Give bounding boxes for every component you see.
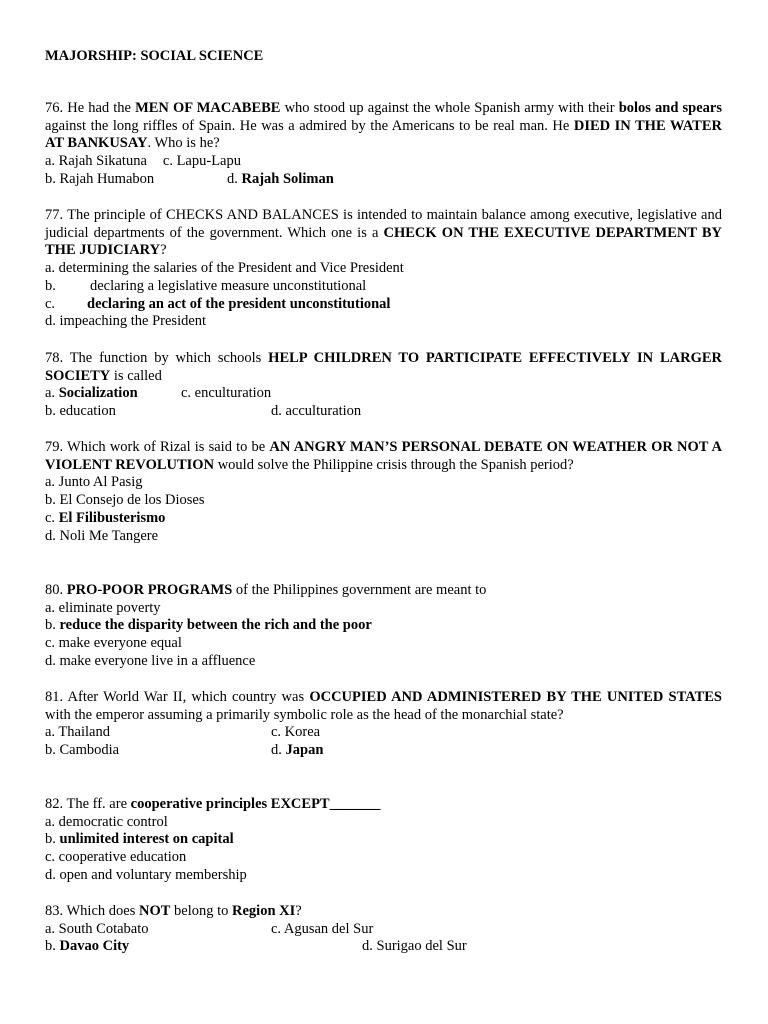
- option-b-answer: unlimited interest on capital: [59, 831, 234, 848]
- option-b-answer: reduce the disparity between the rich and the poor: [59, 617, 372, 634]
- stem-text: ?: [295, 903, 302, 919]
- stem-text: 82. The ff. are: [45, 796, 131, 812]
- option-row: [45, 171, 722, 189]
- question-77: [45, 207, 722, 331]
- option-row: [45, 385, 722, 403]
- question-stem: [45, 207, 722, 260]
- option-c: c. enculturation: [181, 385, 272, 402]
- stem-text: against the long riffles of Spain. He was a admired by the Americans to be real man. He: [45, 117, 574, 134]
- option-a-prefix: a.: [45, 385, 59, 402]
- option-row: [45, 831, 722, 849]
- option-c: c. make everyone equal: [45, 635, 182, 652]
- question-79: [45, 439, 722, 545]
- stem-emphasis: OCCUPIED AND ADMINISTERED BY THE UNITED STATES: [309, 689, 722, 705]
- option-b-prefix: b.: [45, 831, 60, 848]
- stem-emphasis: DIED IN THE WATER AT BANKUSAY: [45, 117, 722, 152]
- stem-text: would solve the Philippine crisis through the Spanish period?: [214, 456, 574, 473]
- question-stem: [45, 796, 722, 814]
- stem-text: 81. After World War II, which country was: [45, 689, 310, 705]
- question-stem: [45, 582, 722, 600]
- option-c: c. Korea: [271, 724, 321, 741]
- question-82: [45, 796, 722, 885]
- stem-emphasis: NOT: [138, 903, 171, 919]
- stem-text: 78. The function by which schools: [45, 350, 269, 366]
- stem-text: 80.: [45, 582, 67, 598]
- option-row: [45, 938, 722, 956]
- stem-text: . Who is he?: [147, 135, 220, 152]
- option-d: d. impeaching the President: [45, 313, 207, 330]
- option-d: d. acculturation: [271, 403, 362, 420]
- stem-text: 77. The principle of CHECKS AND BALANCES is intended to maintain balance among executive, legislative and judicial departments of the government. Which one is a: [45, 207, 722, 241]
- option-b: b. El Consejo de los Dioses: [45, 492, 205, 509]
- stem-text: 76. He had the: [45, 100, 136, 116]
- question-80: [45, 582, 722, 671]
- question-78: [45, 350, 722, 421]
- option-d: d. Surigao del Sur: [362, 938, 467, 955]
- option-c-answer: declaring an act of the president unconstitutional: [87, 295, 391, 312]
- option-c: c. Agusan del Sur: [271, 920, 374, 937]
- stem-emphasis: CHECK ON THE EXECUTIVE DEPARTMENT BY THE JUDICIARY: [45, 224, 723, 259]
- option-row: [45, 617, 722, 635]
- stem-text: 79. Which work of Rizal is said to be: [45, 439, 270, 455]
- option-b: b. Cambodia: [45, 742, 120, 759]
- option-c-answer: El Filibusterismo: [58, 509, 166, 526]
- option-row: [45, 278, 722, 296]
- page-title: MAJORSHIP: SOCIAL SCIENCE: [45, 48, 264, 64]
- option-a: a. determining the salaries of the President and Vice President: [45, 260, 404, 277]
- question-stem: [45, 689, 722, 724]
- option-a: a. eliminate poverty: [45, 599, 161, 616]
- stem-text: is called: [110, 367, 162, 384]
- option-row: [45, 296, 722, 314]
- stem-emphasis: Region XI: [232, 903, 296, 919]
- option-b-prefix: b.: [45, 277, 56, 294]
- stem-emphasis: MEN OF MACABEBE: [135, 100, 281, 116]
- option-row: [45, 724, 722, 742]
- stem-text: with the emperor assuming a primarily symbolic role as the head of the monarchial state?: [45, 706, 564, 723]
- option-b-prefix: b.: [45, 938, 60, 955]
- question-stem: [45, 100, 722, 153]
- option-c-prefix: c.: [45, 295, 56, 312]
- question-stem: [45, 350, 722, 385]
- option-b-answer: Davao City: [59, 938, 130, 955]
- stem-text: of the Philippines government are meant to: [232, 582, 487, 598]
- stem-emphasis: HELP CHILDREN TO PARTICIPATE EFFECTIVELY IN LARGER SOCIETY: [45, 350, 722, 384]
- option-row: [45, 921, 722, 939]
- option-a: a. South Cotabato: [45, 920, 149, 937]
- option-d-prefix: d.: [271, 742, 286, 759]
- option-b: b. education: [45, 403, 116, 420]
- question-83: [45, 903, 722, 956]
- question-81: [45, 689, 722, 760]
- option-b: b. Rajah Humabon: [45, 170, 155, 187]
- option-d-prefix: d.: [227, 170, 242, 187]
- stem-text: 83. Which does: [45, 903, 139, 919]
- stem-text: who stood up against the whole Spanish army with their: [280, 100, 619, 116]
- question-stem: [45, 439, 722, 474]
- option-d: d. open and voluntary membership: [45, 866, 247, 883]
- option-c-prefix: c.: [45, 509, 59, 526]
- stem-text: ?: [160, 242, 167, 259]
- option-row: [45, 742, 722, 760]
- option-c: c. cooperative education: [45, 849, 187, 866]
- stem-text: belong to: [170, 903, 233, 919]
- option-d: d. make everyone live in a affluence: [45, 652, 256, 669]
- option-row: [45, 403, 722, 421]
- option-d-answer: Rajah Soliman: [241, 170, 334, 187]
- option-a: a. Junto Al Pasig: [45, 474, 143, 491]
- stem-emphasis: bolos and spears: [618, 100, 722, 116]
- option-a: a. democratic control: [45, 813, 168, 830]
- option-b-prefix: b.: [45, 617, 60, 634]
- option-a: a. Thailand: [45, 724, 110, 741]
- stem-emphasis: PRO-POOR PROGRAMS: [66, 582, 233, 598]
- option-c: c. Lapu-Lapu: [162, 153, 241, 170]
- stem-emphasis: AN ANGRY MAN’S PERSONAL DEBATE ON WEATHER OR NOT A VIOLENT REVOLUTION: [45, 439, 722, 473]
- option-d-answer: Japan: [285, 742, 324, 759]
- stem-emphasis: cooperative principles EXCEPT_______: [130, 796, 381, 812]
- option-row: [45, 510, 722, 528]
- question-76: [45, 100, 722, 189]
- option-a-answer: Socialization: [58, 385, 138, 402]
- option-b: declaring a legislative measure unconstitutional: [90, 277, 367, 294]
- option-a: a. Rajah Sikatuna: [45, 153, 147, 170]
- option-row: [45, 153, 722, 171]
- question-stem: [45, 903, 722, 921]
- option-d: d. Noli Me Tangere: [45, 527, 159, 544]
